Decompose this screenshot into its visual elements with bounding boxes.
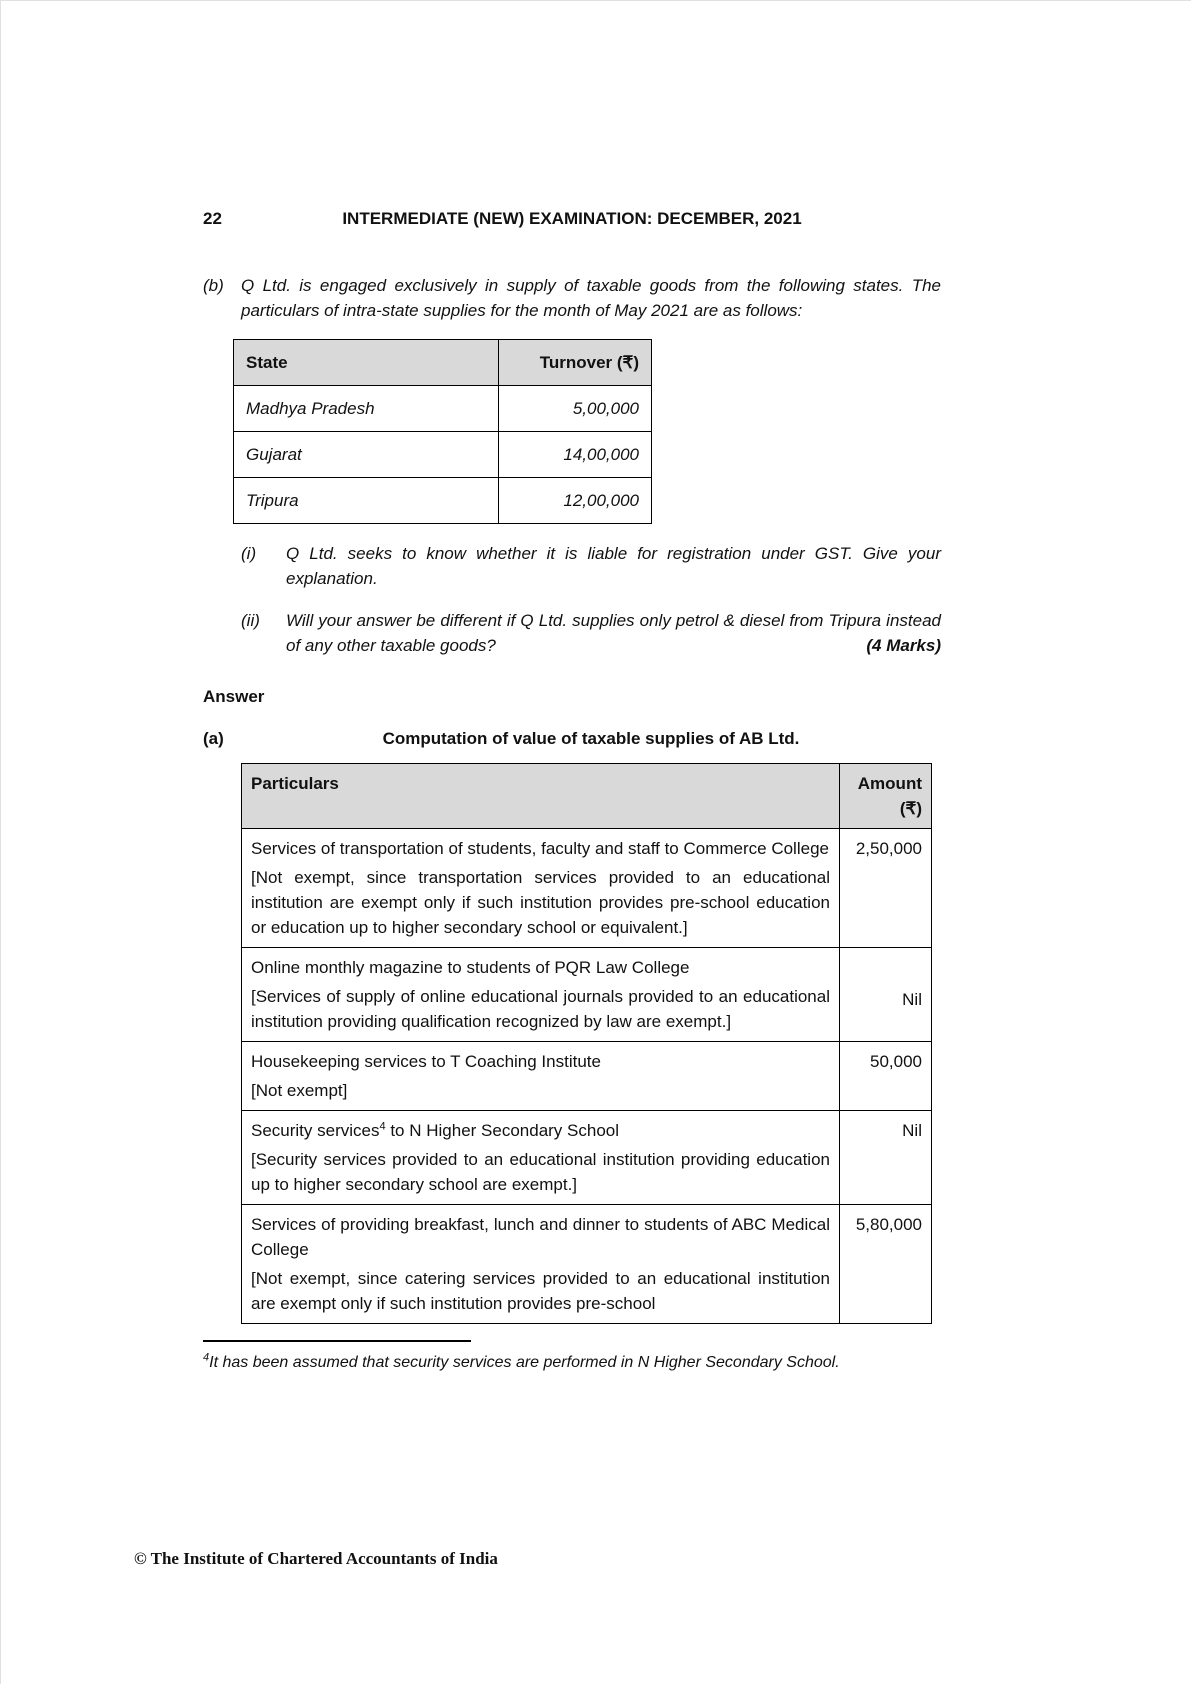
marks-badge: (4 Marks) <box>866 636 941 655</box>
answer-part-a-title: Computation of value of taxable supplies of AB Ltd. <box>382 729 800 748</box>
answer-heading: Answer <box>203 687 265 706</box>
subpart-i-text: Q Ltd. seeks to know whether it is liable for registration under GST. Give your explanation. <box>286 544 941 588</box>
answer-part-a-label: (a) <box>203 729 224 748</box>
amount-cell: 50,000 <box>840 1042 932 1111</box>
table-row <box>234 386 652 432</box>
page-number: 22 <box>203 209 222 228</box>
table-row <box>242 1205 932 1324</box>
question-b-subpart-ii <box>203 608 941 658</box>
state-cell: Madhya Pradesh <box>234 386 499 432</box>
footnote-reference: 4 <box>379 1120 386 1133</box>
table-row <box>242 829 932 948</box>
turnover-cell: 14,00,000 <box>499 432 652 478</box>
table-row <box>242 948 932 1042</box>
particulars-note: [Not exempt, since catering services provided to an educational institution are exempt only if such institution provides pre-school <box>251 1269 830 1313</box>
footnote-text: It has been assumed that security services are performed in N Higher Secondary School. <box>209 1354 840 1371</box>
taxable-supplies-table <box>241 763 932 1324</box>
question-b-subpart-i <box>203 541 941 591</box>
page-header <box>203 206 941 231</box>
answer-table-header-amount <box>840 764 932 829</box>
state-table-header-state: State <box>234 340 499 386</box>
particulars-main <box>251 1118 830 1143</box>
particulars-cell <box>242 1042 840 1111</box>
table-row <box>234 478 652 524</box>
amount-cell: Nil <box>840 1111 932 1205</box>
subpart-ii-text <box>286 608 941 658</box>
turnover-cell: 5,00,000 <box>499 386 652 432</box>
particulars-note: [Not exempt, since transportation services provided to an educational institution are exempt only if such institution provides pre-school education or education up to higher secondary school or equivalent.] <box>251 868 830 937</box>
question-b-label: (b) <box>203 276 224 295</box>
particulars-cell <box>242 1111 840 1205</box>
answer-table-header-row <box>242 764 932 829</box>
page-content <box>203 206 941 1375</box>
particulars-cell <box>242 948 840 1042</box>
subpart-ii-question: Will your answer be different if Q Ltd. supplies only petrol & diesel from Tripura instead of any other taxable goods? <box>286 611 941 655</box>
header-title: INTERMEDIATE (NEW) EXAMINATION: DECEMBER, 2021 <box>342 209 802 228</box>
particulars-note: [Not exempt] <box>251 1081 348 1100</box>
particulars-main: Services of transportation of students, faculty and staff to Commerce College <box>251 839 829 858</box>
state-cell: Tripura <box>234 478 499 524</box>
state-table-header-row <box>234 340 652 386</box>
table-row <box>242 1111 932 1205</box>
state-turnover-table <box>233 339 652 524</box>
footnote <box>203 1350 941 1375</box>
copyright-footer: © The Institute of Chartered Accountants of India <box>134 1549 498 1568</box>
particulars-cell <box>242 1205 840 1324</box>
particulars-main-text: Security services <box>251 1121 380 1140</box>
particulars-note: [Security services provided to an educational institution providing education up to higher secondary school are exempt.] <box>251 1150 830 1194</box>
particulars-main: Housekeeping services to T Coaching Institute <box>251 1052 601 1071</box>
table-row <box>234 432 652 478</box>
subpart-i-label: (i) <box>241 544 257 563</box>
state-table-header-turnover: Turnover (₹) <box>499 340 652 386</box>
question-b-text: Q Ltd. is engaged exclusively in supply of taxable goods from the following states. The particulars of intra-state supplies for the month of May 2021 are as follows: <box>241 276 941 320</box>
amount-header-line2: (₹) <box>899 799 922 818</box>
particulars-main: Online monthly magazine to students of PQR Law College <box>251 958 690 977</box>
amount-header-line1: Amount <box>857 774 922 793</box>
table-row <box>242 1042 932 1111</box>
turnover-cell: 12,00,000 <box>499 478 652 524</box>
amount-cell: 5,80,000 <box>840 1205 932 1324</box>
footnote-divider <box>203 1340 471 1342</box>
amount-cell: 2,50,000 <box>840 829 932 948</box>
amount-cell: Nil <box>840 948 932 1042</box>
answer-part-a <box>203 726 941 751</box>
subpart-ii-label: (ii) <box>241 611 260 630</box>
particulars-main: Services of providing breakfast, lunch and dinner to students of ABC Medical College <box>251 1215 830 1259</box>
particulars-main-text: to N Higher Secondary School <box>385 1121 620 1140</box>
answer-table-header-particulars: Particulars <box>242 764 840 829</box>
particulars-cell <box>242 829 840 948</box>
state-cell: Gujarat <box>234 432 499 478</box>
particulars-note: [Services of supply of online educational journals provided to an educational institution providing qualification recognized by law are exempt.] <box>251 987 830 1031</box>
question-b <box>203 273 941 323</box>
footnote-marker: 4 <box>203 1351 210 1364</box>
